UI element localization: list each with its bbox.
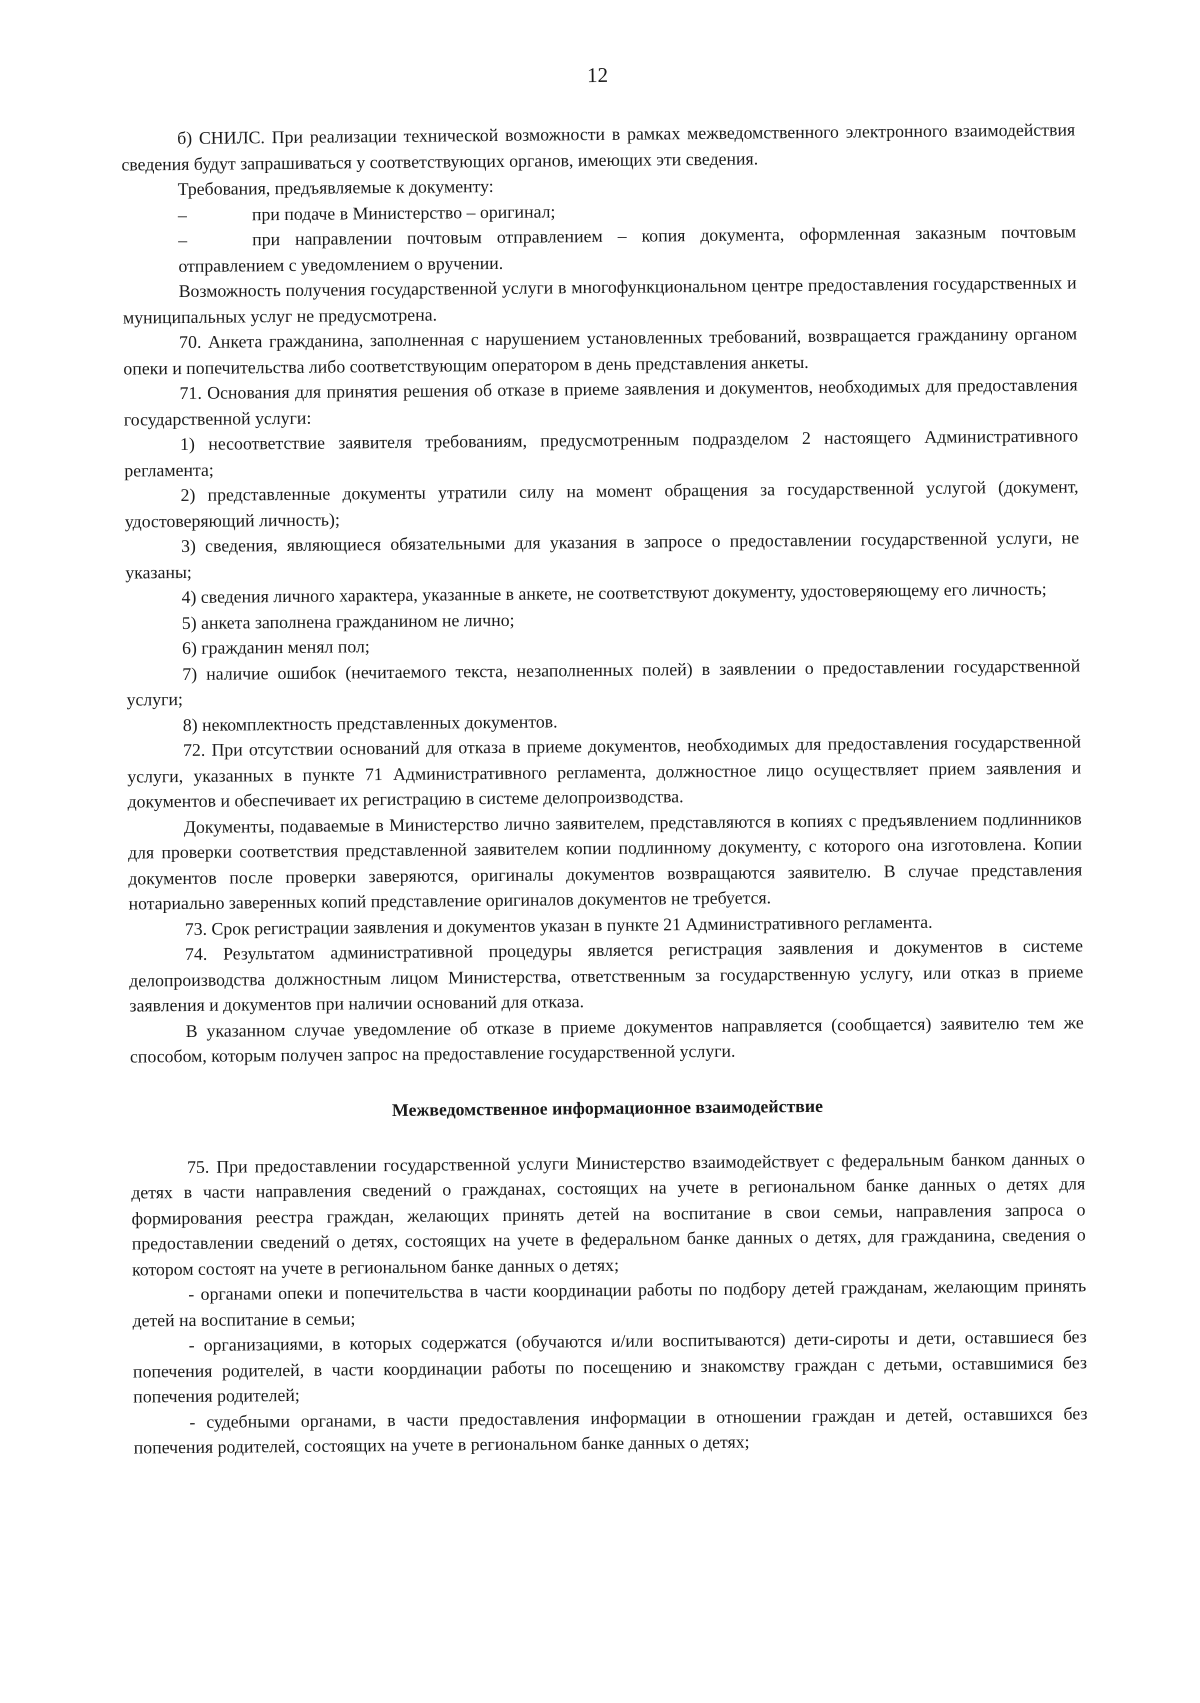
dash-item-text: при направлении почтовым отправлением – копия документа, оформленная заказным почтовым отправлением с уведомлением о вручении.: [178, 221, 1077, 276]
paragraph-requirements-intro: Требования, предъявляемые к документу:: [177, 175, 494, 200]
paragraph-73: 73. Срок регистрации заявления и документов указан в пункте 21 Административного регламента.: [184, 911, 933, 939]
list-item-71-7: 7) наличие ошибок (нечитаемого текста, незаполненных полей) в заявлении о предоставлении государственной услуги;: [126, 654, 1081, 710]
paragraph-74: 74. Результатом административной процедуры является регистрация заявления и документов в системе делопроизводства должностным лицом Министерства, ответственным за государственную услугу, или отказ в приеме заявления и документов при наличии оснований для отказа.: [129, 935, 1084, 1016]
paragraph-75: 75. При предоставлении государственной услуги Министерство взаимодействует с федеральным банком данных о детях в части направления сведений о гражданах, состоящих на учете в региональном банке данных о детях для формирования реестра граждан, желающих принять детей на воспитание в свои семьи, направления запроса о предоставлении сведений о детях, состоящих на учете в федеральном банке данных о детях, для гражданина, сведения о котором состоят на учете в региональном банке данных о детях;: [131, 1147, 1086, 1280]
paragraph-72: 72. При отсутствии оснований для отказа в приеме документов, необходимых для предоставления государственной услуги, указанных в пункте 71 Административного регламента, должностное лицо осуществляет прием заявления и документов и обеспечивает их регистрацию в системе делопроизводства.: [127, 731, 1082, 812]
page-number: 12: [586, 62, 609, 88]
paragraph-snils: б) СНИЛС. При реализации технической возможности в рамках межведомственного электронного взаимодействия сведения будут запрашиваться у соответствующих органов, имеющих эти сведения.: [121, 119, 1076, 175]
dash-marker: –: [177, 204, 187, 225]
paragraph-refusal-notice: В указанном случае уведомление об отказе в приеме документов направляется (сообщается) заявителю тем же способом, которым получен запрос на предоставление государственной услуги.: [129, 1011, 1084, 1067]
list-item-71-3: 3) сведения, являющиеся обязательными для указания в запросе о предоставлении государственной услуги, не указаны;: [125, 527, 1080, 583]
dash-item-postal: [122, 219, 1076, 279]
section-heading: Межведомственное информационное взаимодействие: [391, 1095, 824, 1120]
list-item-courts: - судебными органами, в части предоставления информации в отношении граждан и детей, оставшихся без попечения родителей, состоящих на учете в региональном банке данных о детях;: [133, 1402, 1088, 1458]
list-item-71-2: 2) представленные документы утратили силу на момент обращения за государственной услугой (документ, удостоверяющий личность);: [124, 476, 1079, 532]
paragraph-71: 71. Основания для принятия решения об отказе в приеме заявления и документов, необходимых для предоставления государственной услуги:: [123, 374, 1078, 430]
list-item-71-6: 6) гражданин менял пол;: [181, 636, 370, 659]
list-item-guardianship: - органами опеки и попечительства в части координации работы по подбору детей гражданам, желающим принять детей на воспитание в семьи;: [132, 1275, 1087, 1331]
paragraph-mfc: Возможность получения государственной услуги в многофункциональном центре предоставления государственных и муниципальных услуг не предусмотрена.: [122, 272, 1077, 328]
list-item-71-8: 8) некомплектность представленных документов.: [182, 710, 558, 735]
list-item-71-4: 4) сведения личного характера, указанные в анкете, не соответствуют документу, удостоверяющему его личность;: [181, 578, 1047, 608]
dash-marker: –: [178, 229, 188, 251]
list-item-71-1: 1) несоответствие заявителя требованиям, предусмотренным подразделом 2 настоящего Административного регламента;: [124, 425, 1079, 481]
paragraph-documents-copies: Документы, подаваемые в Министерство лично заявителем, представляются в копиях с предъявлением подлинников для проверки соответствия представленной заявителем копии подлинному документу, с которого она изготовлена. Копии документов после проверки заверяются, оригиналы документов возвращаются заявителю. В случае представления нотариально заверенных копий представление оригиналов документов не требуется.: [127, 807, 1083, 914]
dash-item-text: при подаче в Министерство – оригинал;: [251, 200, 556, 224]
list-item-71-5: 5) анкета заполнена гражданином не лично;: [181, 609, 515, 633]
list-item-organizations: - организациями, в которых содержатся (обучаются и/или воспитываются) дети-сироты и дети, оставшиеся без попечения родителей, в части координации работы по посещению и знакомству граждан с детьми, оставшимися без попечения родителей;: [132, 1326, 1088, 1407]
paragraph-70: 70. Анкета гражданина, заполненная с нарушением установленных требований, возвращается гражданину органом опеки и попечительства либо соответствующим оператором в день представления анкеты.: [123, 323, 1078, 379]
